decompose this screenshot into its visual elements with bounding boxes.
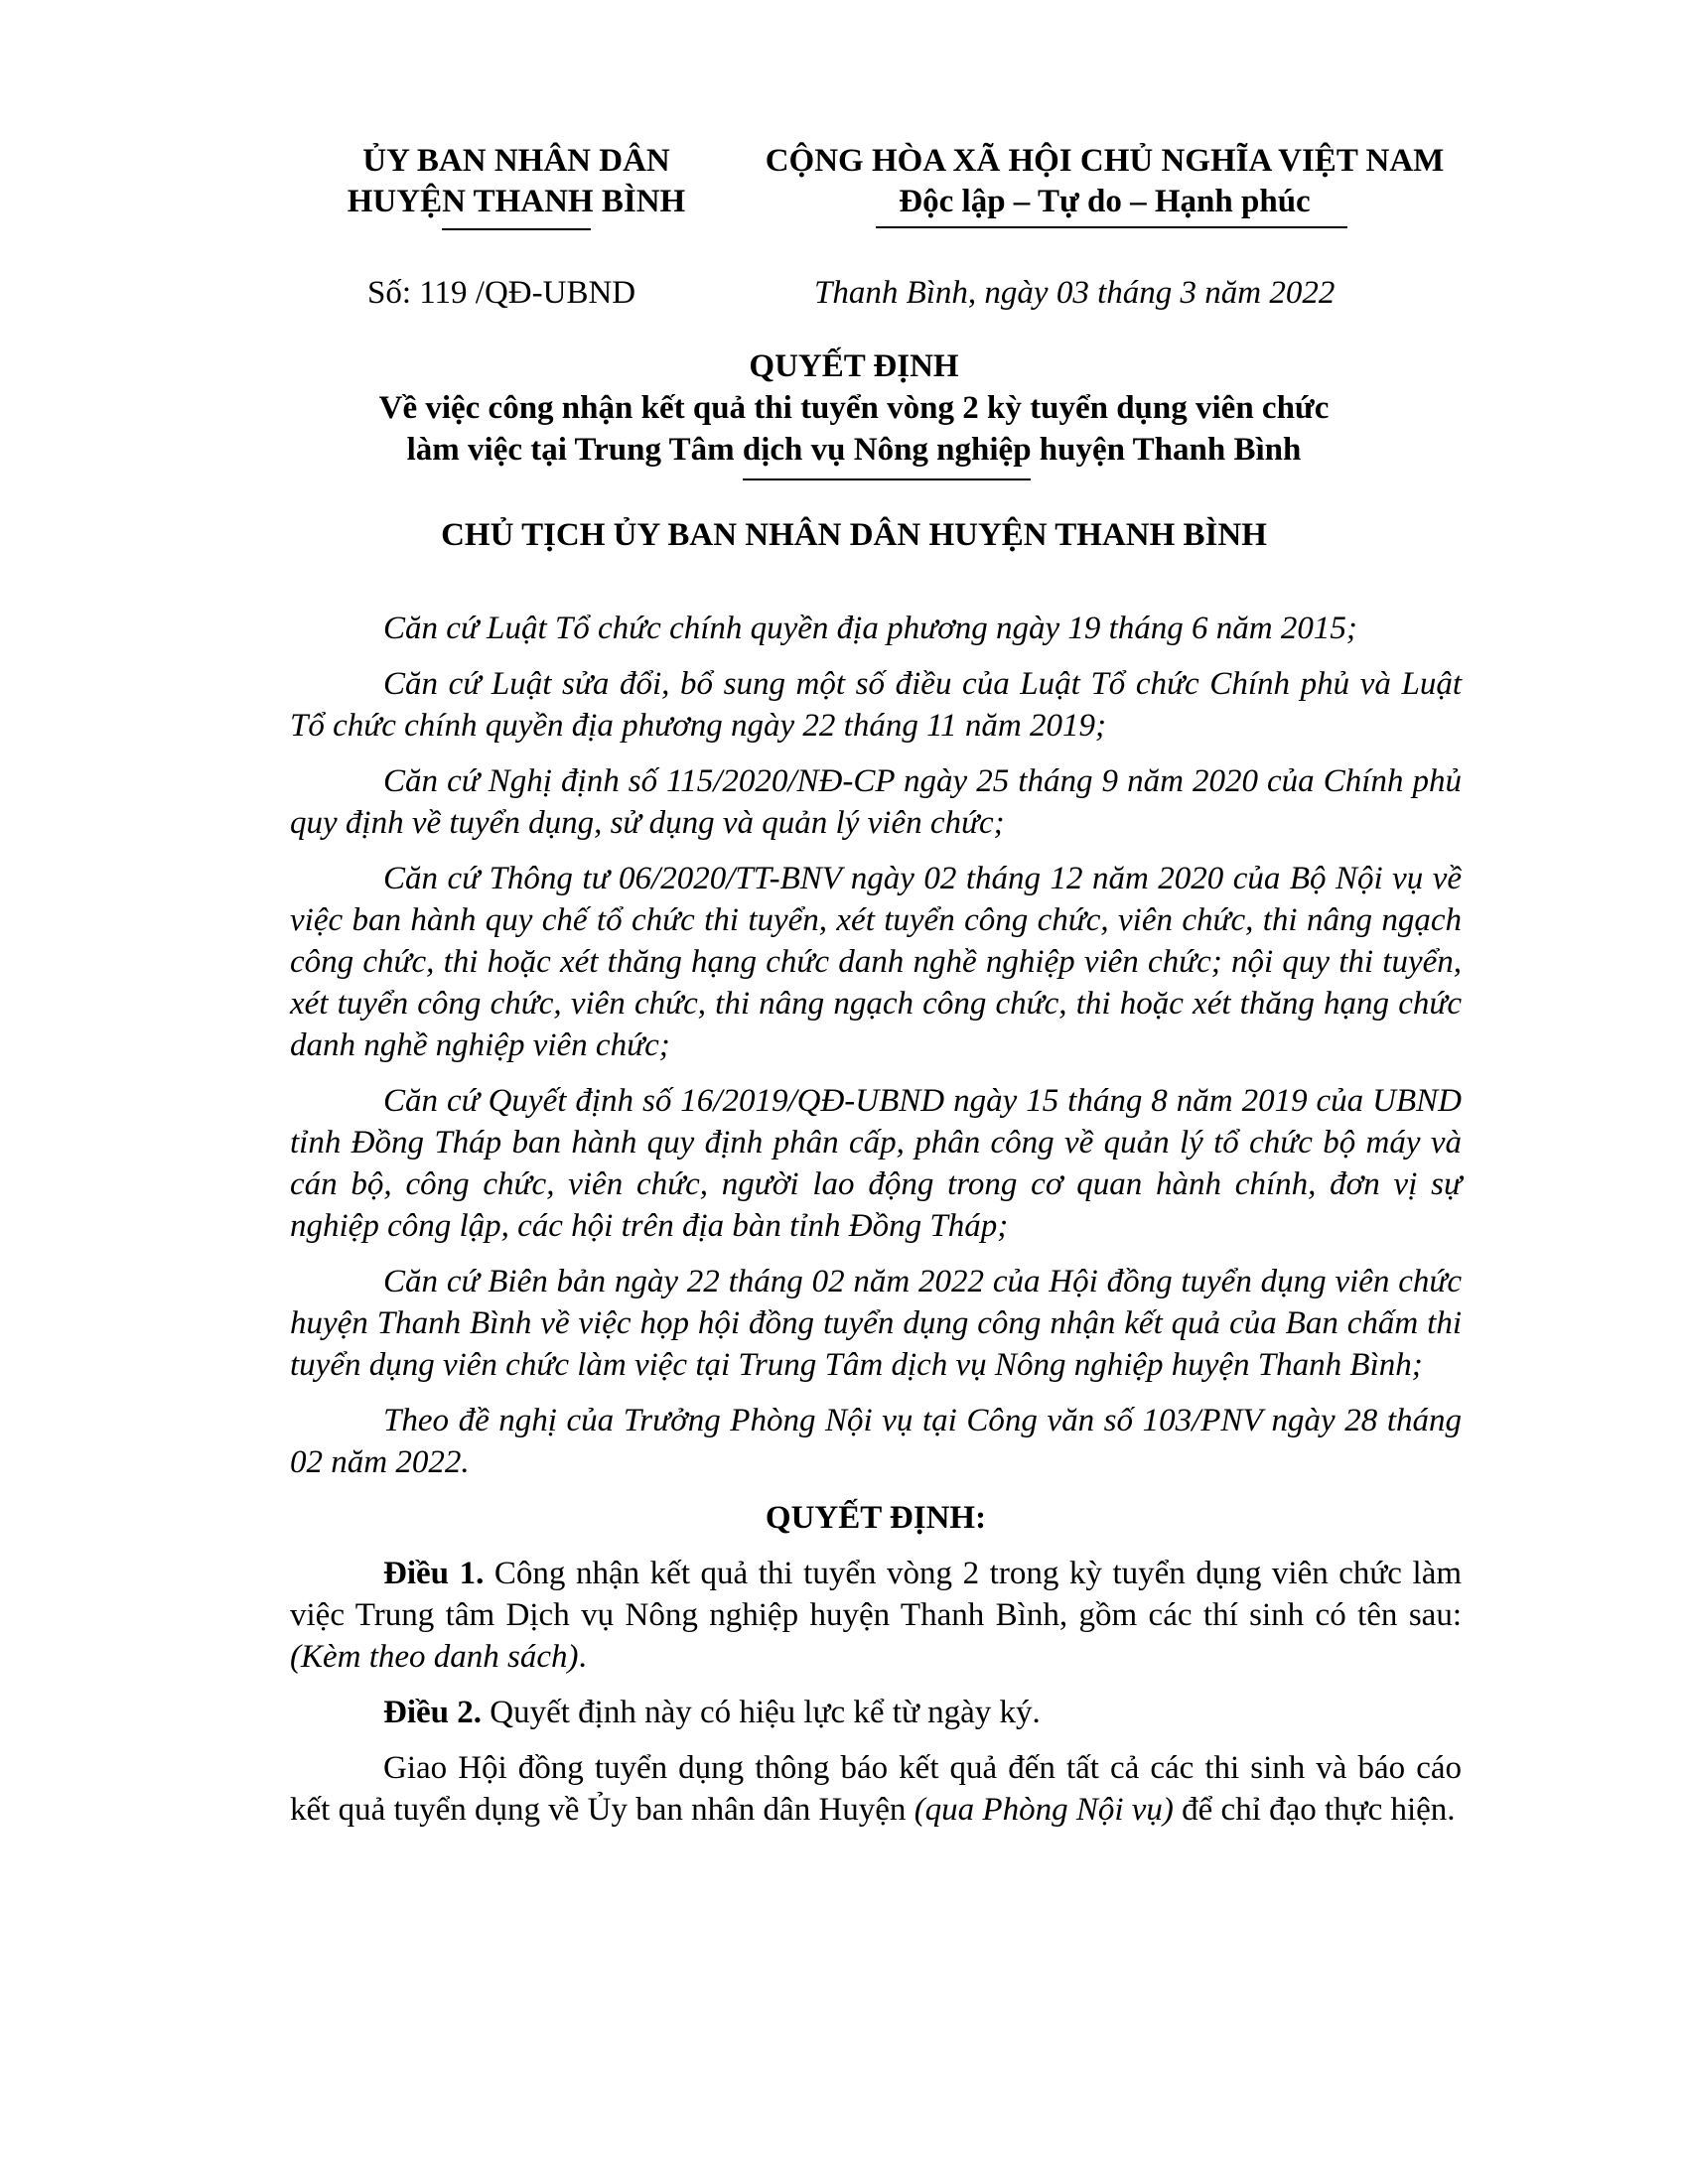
national-motto xyxy=(740,141,1470,222)
title-heading: QUYẾT ĐỊNH xyxy=(749,348,959,384)
preamble-item: Căn cứ Biên bản ngày 22 tháng 02 năm 2022 của Hội đồng tuyển dụng viên chức huyện Thanh Bình về việc họp hội đồng tuyển dụng công nhận kết quả của Ban chấm thi tuyển dụng viên chức làm việc tại Trung Tâm dịch vụ Nông nghiệp huyện Thanh Bình; xyxy=(290,1264,1462,1383)
preamble-item: Căn cứ Thông tư 06/2020/TT-BNV ngày 02 tháng 12 năm 2020 của Bộ Nội vụ về việc ban hành quy chế tổ chức thi tuyển, xét tuyển công chức, viên chức, thi nâng ngạch công chức, thi hoặc xét thăng hạng chức danh nghề nghiệp viên chức; nội quy thi tuyển, xét tuyển công chức, viên chức, thi nâng ngạch công chức, thi hoặc xét thăng hạng chức danh nghề nghiệp viên chức; xyxy=(290,861,1462,1063)
article-2 xyxy=(290,1692,1462,1733)
agency-line-1: ỦY BAN NHÂN DÂN xyxy=(362,143,670,179)
preamble-item: Theo đề nghị của Trưởng Phòng Nội vụ tại Công văn số 103/PNV ngày 28 tháng 02 năm 2022. xyxy=(290,1403,1462,1480)
article-1-end: . xyxy=(578,1639,587,1675)
article-2-label: Điều 2. xyxy=(383,1695,482,1730)
agency-line-2: HUYỆN THANH BÌNH xyxy=(347,184,686,219)
document-body xyxy=(290,608,1462,1844)
decision-heading: QUYẾT ĐỊNH: xyxy=(765,1500,987,1536)
assignment-end: để chỉ đạo thực hiện. xyxy=(1173,1792,1456,1828)
assignment-text: Giao Hội đồng tuyển dụng thông báo kết quả đến tất cả các thi sinh và báo cáo kết quả tuyển dụng về Ủy ban nhân dân Huyện xyxy=(290,1750,1462,1828)
article-2-text: Quyết định này có hiệu lực kể từ ngày ký. xyxy=(482,1695,1041,1730)
country-name: CỘNG HÒA XÃ HỘI CHỦ NGHĨA VIỆT NAM xyxy=(765,143,1445,179)
motto: Độc lập – Tự do – Hạnh phúc xyxy=(899,184,1311,219)
document-number: Số: 119 /QĐ-UBND xyxy=(367,275,636,311)
article-1-text: Công nhận kết quả thi tuyển vòng 2 trong kỳ tuyển dụng viên chức làm việc Trung tâm Dịch vụ Nông nghiệp huyện Thanh Bình, gồm các thí sinh có tên sau: xyxy=(290,1556,1463,1633)
article-1-note: (Kèm theo danh sách) xyxy=(290,1639,579,1675)
title-subject-line-1: Về việc công nhận kết quả thi tuyển vòng 2 kỳ tuyển dụng viên chức xyxy=(378,390,1330,426)
article-1 xyxy=(290,1553,1462,1678)
document-title xyxy=(248,345,1460,471)
authority-line: CHỦ TỊCH ỦY BAN NHÂN DÂN HUYỆN THANH BÌNH xyxy=(441,517,1267,553)
place-and-date: Thanh Bình, ngày 03 tháng 3 năm 2022 xyxy=(814,275,1336,311)
article-1-label: Điều 1. xyxy=(383,1556,485,1591)
motto-underline xyxy=(876,226,1347,228)
agency-underline xyxy=(442,228,591,230)
assignment-note: (qua Phòng Nội vụ) xyxy=(914,1792,1174,1828)
preamble-item: Căn cứ Luật sửa đổi, bổ sung một số điều của Luật Tổ chức Chính phủ và Luật Tổ chức chính quyền địa phương ngày 22 tháng 11 năm 2019; xyxy=(290,666,1462,744)
title-underline xyxy=(743,478,1031,480)
assignment-paragraph xyxy=(290,1747,1462,1831)
preamble-item: Căn cứ Luật Tổ chức chính quyền địa phương ngày 19 tháng 6 năm 2015; xyxy=(383,611,1357,646)
preamble-item: Căn cứ Nghị định số 115/2020/NĐ-CP ngày 25 tháng 9 năm 2020 của Chính phủ quy định về tuyển dụng, sử dụng và quản lý viên chức; xyxy=(290,763,1462,841)
title-subject-line-2: làm việc tại Trung Tâm dịch vụ Nông nghiệp huyện Thanh Bình xyxy=(406,432,1302,468)
issuing-agency xyxy=(298,141,735,222)
preamble-item: Căn cứ Quyết định số 16/2019/QĐ-UBND ngày 15 tháng 8 năm 2019 của UBND tỉnh Đồng Tháp ban hành quy định phân cấp, phân công về quản lý tổ chức bộ máy và cán bộ, công chức, viên chức, người lao động trong cơ quan hành chính, đơn vị sự nghiệp công lập, các hội trên địa bàn tỉnh Đồng Tháp; xyxy=(290,1083,1462,1244)
